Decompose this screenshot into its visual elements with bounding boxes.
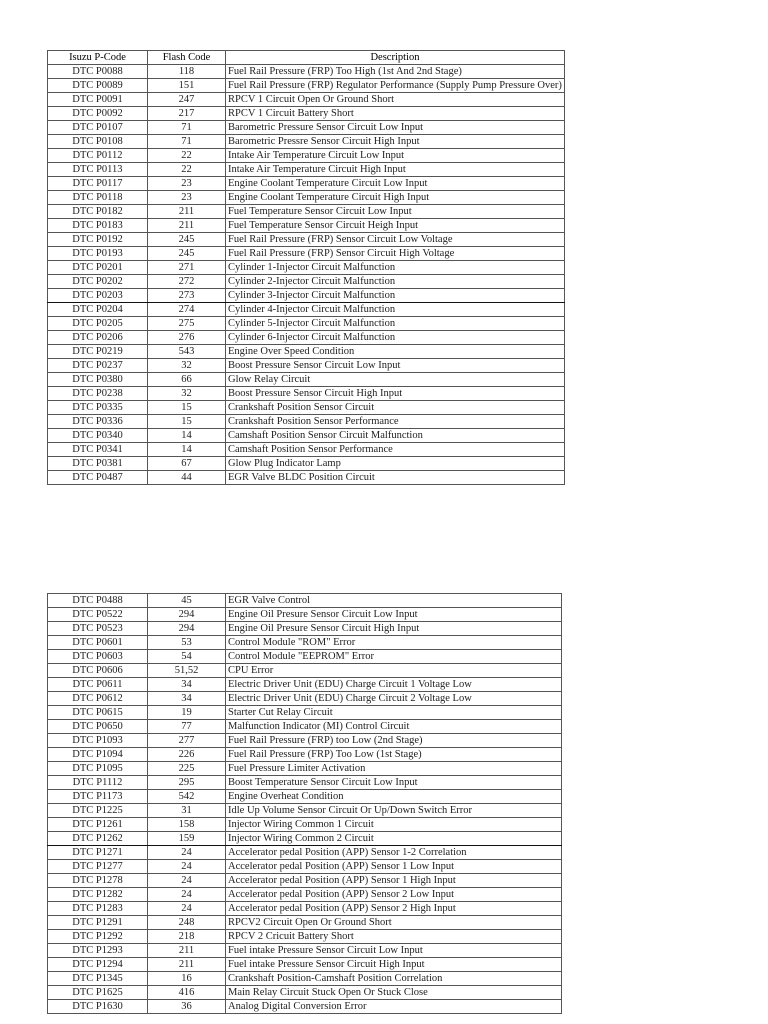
cell-flash-code: 77 <box>148 720 226 734</box>
cell-description: Idle Up Volume Sensor Circuit Or Up/Down Switch Error <box>226 804 562 818</box>
cell-flash-code: 247 <box>148 93 226 107</box>
cell-p-code: DTC P0340 <box>48 429 148 443</box>
table-row <box>48 275 565 289</box>
cell-p-code: DTC P0219 <box>48 345 148 359</box>
cell-flash-code: 16 <box>148 972 226 986</box>
cell-description: Engine Overheat Condition <box>226 790 562 804</box>
cell-p-code: DTC P0522 <box>48 608 148 622</box>
cell-flash-code: 22 <box>148 149 226 163</box>
cell-flash-code: 218 <box>148 930 226 944</box>
cell-flash-code: 294 <box>148 622 226 636</box>
cell-description: Cylinder 1-Injector Circuit Malfunction <box>226 261 565 275</box>
cell-description: Injector Wiring Common 1 Circuit <box>226 818 562 832</box>
table-row <box>48 972 562 986</box>
table-row <box>48 79 565 93</box>
cell-p-code: DTC P0603 <box>48 650 148 664</box>
cell-p-code: DTC P0092 <box>48 107 148 121</box>
cell-p-code: DTC P1277 <box>48 860 148 874</box>
cell-flash-code: 24 <box>148 846 226 860</box>
cell-p-code: DTC P0113 <box>48 163 148 177</box>
table-row <box>48 261 565 275</box>
cell-p-code: DTC P1262 <box>48 832 148 846</box>
cell-description: Fuel Rail Pressure (FRP) Sensor Circuit Low Voltage <box>226 233 565 247</box>
cell-description: Intake Air Temperature Circuit Low Input <box>226 149 565 163</box>
cell-p-code: DTC P1278 <box>48 874 148 888</box>
cell-flash-code: 245 <box>148 247 226 261</box>
table-body-part2 <box>48 594 562 1014</box>
cell-p-code: DTC P0089 <box>48 79 148 93</box>
cell-flash-code: 276 <box>148 331 226 345</box>
cell-p-code: DTC P0183 <box>48 219 148 233</box>
cell-description: Main Relay Circuit Stuck Open Or Stuck Close <box>226 986 562 1000</box>
table-row <box>48 748 562 762</box>
cell-p-code: DTC P1292 <box>48 930 148 944</box>
cell-p-code: DTC P0237 <box>48 359 148 373</box>
cell-description: Fuel Temperature Sensor Circuit Low Input <box>226 205 565 219</box>
cell-description: Fuel Rail Pressure (FRP) Regulator Performance (Supply Pump Pressure Over) <box>226 79 565 93</box>
table-row <box>48 818 562 832</box>
cell-description: Cylinder 5-Injector Circuit Malfunction <box>226 317 565 331</box>
cell-p-code: DTC P1112 <box>48 776 148 790</box>
table-body-part1 <box>48 65 565 485</box>
dtc-table-part1 <box>47 50 565 485</box>
cell-description: Fuel Rail Pressure (FRP) Too High (1st And 2nd Stage) <box>226 65 565 79</box>
table-row <box>48 233 565 247</box>
cell-p-code: DTC P0204 <box>48 303 148 317</box>
cell-flash-code: 34 <box>148 692 226 706</box>
table-row <box>48 664 562 678</box>
cell-description: Crankshaft Position Sensor Circuit <box>226 401 565 415</box>
cell-description: Fuel Rail Pressure (FRP) Too Low (1st Stage) <box>226 748 562 762</box>
cell-p-code: DTC P0238 <box>48 387 148 401</box>
cell-description: Engine Oil Presure Sensor Circuit Low Input <box>226 608 562 622</box>
table-row <box>48 149 565 163</box>
cell-description: Camshaft Position Sensor Performance <box>226 443 565 457</box>
table-row <box>48 608 562 622</box>
cell-p-code: DTC P1293 <box>48 944 148 958</box>
cell-flash-code: 53 <box>148 636 226 650</box>
cell-p-code: DTC P0205 <box>48 317 148 331</box>
cell-description: Fuel Rail Pressure (FRP) too Low (2nd Stage) <box>226 734 562 748</box>
cell-description: Glow Relay Circuit <box>226 373 565 387</box>
cell-description: RPCV 1 Circuit Battery Short <box>226 107 565 121</box>
cell-flash-code: 211 <box>148 219 226 233</box>
cell-description: Accelerator pedal Position (APP) Sensor 2 Low Input <box>226 888 562 902</box>
cell-flash-code: 151 <box>148 79 226 93</box>
cell-flash-code: 217 <box>148 107 226 121</box>
dtc-table-part2 <box>47 593 562 1014</box>
table-row <box>48 1000 562 1014</box>
table-row <box>48 790 562 804</box>
table-row <box>48 734 562 748</box>
cell-description: CPU Error <box>226 664 562 678</box>
cell-flash-code: 44 <box>148 471 226 485</box>
cell-description: Engine Over Speed Condition <box>226 345 565 359</box>
cell-description: Cylinder 2-Injector Circuit Malfunction <box>226 275 565 289</box>
table-row <box>48 888 562 902</box>
cell-flash-code: 31 <box>148 804 226 818</box>
table-row <box>48 650 562 664</box>
cell-description: Boost Pressure Sensor Circuit Low Input <box>226 359 565 373</box>
header-flash-code: Flash Code <box>148 51 226 65</box>
table-row <box>48 706 562 720</box>
table-row <box>48 429 565 443</box>
cell-p-code: DTC P0650 <box>48 720 148 734</box>
cell-p-code: DTC P1261 <box>48 818 148 832</box>
cell-flash-code: 543 <box>148 345 226 359</box>
cell-p-code: DTC P1630 <box>48 1000 148 1014</box>
cell-flash-code: 34 <box>148 678 226 692</box>
cell-p-code: DTC P1625 <box>48 986 148 1000</box>
cell-p-code: DTC P0118 <box>48 191 148 205</box>
cell-description: Cylinder 4-Injector Circuit Malfunction <box>226 303 565 317</box>
table-row <box>48 387 565 401</box>
cell-p-code: DTC P0108 <box>48 135 148 149</box>
cell-flash-code: 15 <box>148 401 226 415</box>
table-row <box>48 93 565 107</box>
cell-p-code: DTC P1173 <box>48 790 148 804</box>
cell-p-code: DTC P1094 <box>48 748 148 762</box>
cell-description: Accelerator pedal Position (APP) Sensor 1 Low Input <box>226 860 562 874</box>
table-row <box>48 359 565 373</box>
cell-flash-code: 14 <box>148 429 226 443</box>
cell-p-code: DTC P0615 <box>48 706 148 720</box>
cell-p-code: DTC P0488 <box>48 594 148 608</box>
cell-p-code: DTC P1294 <box>48 958 148 972</box>
cell-p-code: DTC P0201 <box>48 261 148 275</box>
cell-p-code: DTC P0341 <box>48 443 148 457</box>
cell-p-code: DTC P0206 <box>48 331 148 345</box>
cell-p-code: DTC P0381 <box>48 457 148 471</box>
cell-flash-code: 245 <box>148 233 226 247</box>
cell-flash-code: 159 <box>148 832 226 846</box>
table-row <box>48 205 565 219</box>
table-row <box>48 846 562 860</box>
cell-flash-code: 277 <box>148 734 226 748</box>
table-row <box>48 930 562 944</box>
cell-description: RPCV2 Circuit Open Or Ground Short <box>226 916 562 930</box>
cell-flash-code: 211 <box>148 944 226 958</box>
cell-p-code: DTC P1283 <box>48 902 148 916</box>
cell-p-code: DTC P0112 <box>48 149 148 163</box>
table-row <box>48 622 562 636</box>
cell-description: Glow Plug Indicator Lamp <box>226 457 565 471</box>
table-row <box>48 317 565 331</box>
cell-p-code: DTC P1271 <box>48 846 148 860</box>
table-row <box>48 678 562 692</box>
cell-description: Control Module "EEPROM" Error <box>226 650 562 664</box>
table-row <box>48 874 562 888</box>
cell-description: Fuel Rail Pressure (FRP) Sensor Circuit High Voltage <box>226 247 565 261</box>
cell-description: Electric Driver Unit (EDU) Charge Circuit 1 Voltage Low <box>226 678 562 692</box>
table-row <box>48 163 565 177</box>
table-row <box>48 247 565 261</box>
cell-description: Barometric Pressure Sensor Circuit Low Input <box>226 121 565 135</box>
header-description: Description <box>226 51 565 65</box>
cell-flash-code: 158 <box>148 818 226 832</box>
cell-flash-code: 416 <box>148 986 226 1000</box>
cell-flash-code: 66 <box>148 373 226 387</box>
cell-description: Barometric Pressre Sensor Circuit High Input <box>226 135 565 149</box>
cell-description: Starter Cut Relay Circuit <box>226 706 562 720</box>
cell-p-code: DTC P0192 <box>48 233 148 247</box>
table-row <box>48 331 565 345</box>
table-row <box>48 373 565 387</box>
cell-flash-code: 32 <box>148 387 226 401</box>
header-p-code: Isuzu P-Code <box>48 51 148 65</box>
cell-description: RPCV 1 Circuit Open Or Ground Short <box>226 93 565 107</box>
table-row <box>48 860 562 874</box>
cell-p-code: DTC P1291 <box>48 916 148 930</box>
table-row <box>48 303 565 317</box>
cell-p-code: DTC P1282 <box>48 888 148 902</box>
table-row <box>48 65 565 79</box>
table-row <box>48 415 565 429</box>
cell-p-code: DTC P0487 <box>48 471 148 485</box>
cell-flash-code: 54 <box>148 650 226 664</box>
cell-p-code: DTC P0523 <box>48 622 148 636</box>
cell-flash-code: 51,52 <box>148 664 226 678</box>
cell-flash-code: 22 <box>148 163 226 177</box>
cell-flash-code: 24 <box>148 874 226 888</box>
cell-p-code: DTC P0182 <box>48 205 148 219</box>
cell-flash-code: 248 <box>148 916 226 930</box>
table-row <box>48 401 565 415</box>
cell-description: Fuel intake Pressure Sensor Circuit Low Input <box>226 944 562 958</box>
cell-flash-code: 211 <box>148 205 226 219</box>
cell-description: Fuel intake Pressure Sensor Circuit High Input <box>226 958 562 972</box>
cell-flash-code: 225 <box>148 762 226 776</box>
table-row <box>48 457 565 471</box>
cell-p-code: DTC P0611 <box>48 678 148 692</box>
cell-flash-code: 36 <box>148 1000 226 1014</box>
cell-p-code: DTC P0117 <box>48 177 148 191</box>
cell-description: Crankshaft Position-Camshaft Position Correlation <box>226 972 562 986</box>
cell-flash-code: 118 <box>148 65 226 79</box>
cell-flash-code: 23 <box>148 191 226 205</box>
cell-p-code: DTC P0203 <box>48 289 148 303</box>
table-header-row <box>48 51 565 65</box>
cell-flash-code: 226 <box>148 748 226 762</box>
cell-flash-code: 271 <box>148 261 226 275</box>
cell-p-code: DTC P1093 <box>48 734 148 748</box>
cell-description: Boost Pressure Sensor Circuit High Input <box>226 387 565 401</box>
table-row <box>48 692 562 706</box>
cell-p-code: DTC P0202 <box>48 275 148 289</box>
cell-p-code: DTC P0107 <box>48 121 148 135</box>
cell-flash-code: 67 <box>148 457 226 471</box>
cell-description: Engine Coolant Temperature Circuit High Input <box>226 191 565 205</box>
table-row <box>48 986 562 1000</box>
cell-flash-code: 24 <box>148 902 226 916</box>
table-row <box>48 219 565 233</box>
cell-flash-code: 294 <box>148 608 226 622</box>
cell-flash-code: 45 <box>148 594 226 608</box>
cell-flash-code: 24 <box>148 860 226 874</box>
cell-p-code: DTC P0606 <box>48 664 148 678</box>
table-row <box>48 135 565 149</box>
cell-description: Cylinder 3-Injector Circuit Malfunction <box>226 289 565 303</box>
cell-description: Intake Air Temperature Circuit High Input <box>226 163 565 177</box>
cell-flash-code: 542 <box>148 790 226 804</box>
cell-p-code: DTC P0335 <box>48 401 148 415</box>
table-row <box>48 720 562 734</box>
cell-description: Control Module "ROM" Error <box>226 636 562 650</box>
cell-p-code: DTC P0193 <box>48 247 148 261</box>
cell-flash-code: 275 <box>148 317 226 331</box>
cell-flash-code: 211 <box>148 958 226 972</box>
cell-flash-code: 15 <box>148 415 226 429</box>
table-row <box>48 443 565 457</box>
table-row <box>48 944 562 958</box>
cell-description: Crankshaft Position Sensor Performance <box>226 415 565 429</box>
cell-description: Malfunction Indicator (MI) Control Circuit <box>226 720 562 734</box>
cell-p-code: DTC P1225 <box>48 804 148 818</box>
cell-description: Electric Driver Unit (EDU) Charge Circuit 2 Voltage Low <box>226 692 562 706</box>
table-row <box>48 107 565 121</box>
table-row <box>48 121 565 135</box>
cell-p-code: DTC P1095 <box>48 762 148 776</box>
table-row <box>48 177 565 191</box>
table-row <box>48 958 562 972</box>
table-row <box>48 345 565 359</box>
cell-flash-code: 295 <box>148 776 226 790</box>
cell-p-code: DTC P1345 <box>48 972 148 986</box>
cell-description: Accelerator pedal Position (APP) Sensor 1 High Input <box>226 874 562 888</box>
cell-description: EGR Valve Control <box>226 594 562 608</box>
cell-flash-code: 24 <box>148 888 226 902</box>
cell-flash-code: 71 <box>148 121 226 135</box>
cell-p-code: DTC P0380 <box>48 373 148 387</box>
table-row <box>48 191 565 205</box>
cell-description: Fuel Temperature Sensor Circuit Heigh Input <box>226 219 565 233</box>
table-row <box>48 776 562 790</box>
table-row <box>48 916 562 930</box>
cell-p-code: DTC P0612 <box>48 692 148 706</box>
table-row <box>48 636 562 650</box>
cell-flash-code: 71 <box>148 135 226 149</box>
table-row <box>48 594 562 608</box>
cell-p-code: DTC P0088 <box>48 65 148 79</box>
cell-flash-code: 23 <box>148 177 226 191</box>
cell-description: Cylinder 6-Injector Circuit Malfunction <box>226 331 565 345</box>
cell-description: Fuel Pressure Limiter Activation <box>226 762 562 776</box>
cell-flash-code: 273 <box>148 289 226 303</box>
table-row <box>48 804 562 818</box>
cell-flash-code: 272 <box>148 275 226 289</box>
cell-flash-code: 14 <box>148 443 226 457</box>
cell-p-code: DTC P0601 <box>48 636 148 650</box>
cell-flash-code: 19 <box>148 706 226 720</box>
cell-description: Engine Oil Presure Sensor Circuit High Input <box>226 622 562 636</box>
cell-description: Analog Digital Conversion Error <box>226 1000 562 1014</box>
table-row <box>48 289 565 303</box>
cell-description: RPCV 2 Cricuit Battery Short <box>226 930 562 944</box>
cell-description: Accelerator pedal Position (APP) Sensor 1-2 Correlation <box>226 846 562 860</box>
table-row <box>48 902 562 916</box>
cell-description: Boost Temperature Sensor Circuit Low Input <box>226 776 562 790</box>
cell-description: Camshaft Position Sensor Circuit Malfunction <box>226 429 565 443</box>
cell-flash-code: 32 <box>148 359 226 373</box>
cell-p-code: DTC P0091 <box>48 93 148 107</box>
table-row <box>48 471 565 485</box>
cell-p-code: DTC P0336 <box>48 415 148 429</box>
cell-description: Injector Wiring Common 2 Circuit <box>226 832 562 846</box>
table-row <box>48 832 562 846</box>
cell-description: Engine Coolant Temperature Circuit Low Input <box>226 177 565 191</box>
cell-description: EGR Valve BLDC Position Circuit <box>226 471 565 485</box>
cell-flash-code: 274 <box>148 303 226 317</box>
table-row <box>48 762 562 776</box>
cell-description: Accelerator pedal Position (APP) Sensor 2 High Input <box>226 902 562 916</box>
